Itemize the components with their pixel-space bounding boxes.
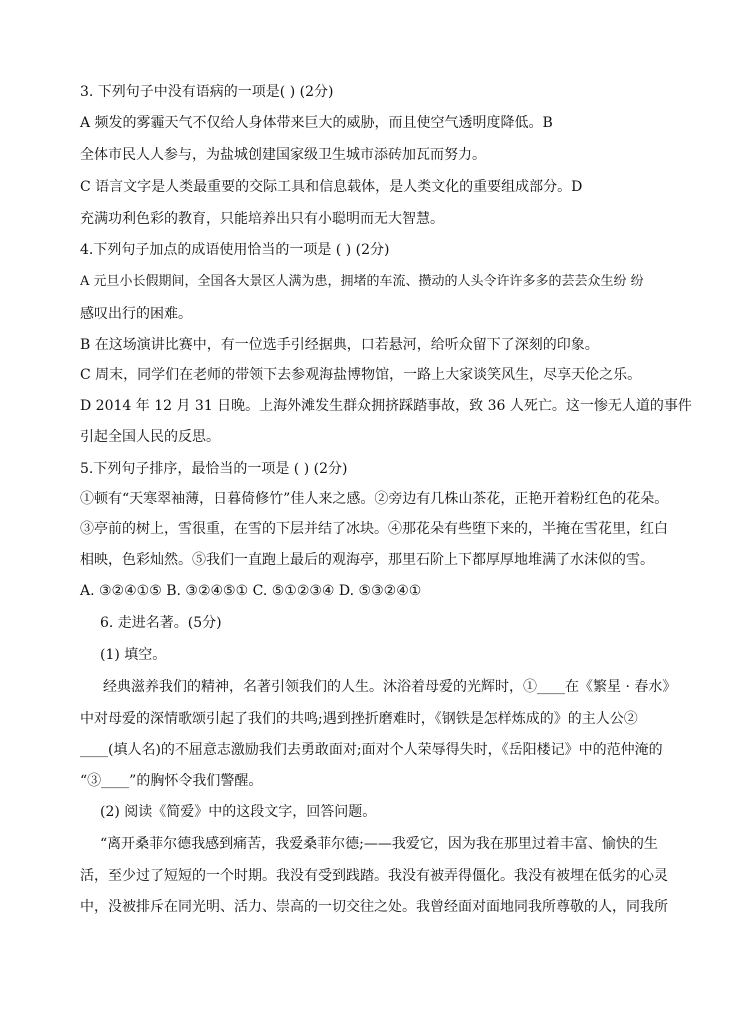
question-6-passage-4: “③____”的胸怀令我们警醒。 xyxy=(80,773,263,789)
option-c-and-d-start: C 语言文字是人类最重要的交际工具和信息载体，是人类文化的重要组成部分。D xyxy=(80,179,583,195)
jane-eyre-excerpt-1: “离开桑菲尔德我感到痛苦，我爱桑菲尔德;——我爱它，因为我在那里过着丰富、愉快的生 xyxy=(100,836,658,852)
question-6-part-1: (1) 填空。 xyxy=(100,647,167,663)
question-4-option-c: C 周末，同学们在老师的带领下去参观海盐博物馆，一路上大家谈笑风生，尽享天伦之乐。 xyxy=(80,367,642,383)
sentence-block-3: 相映，色彩灿然。⑤我们一直跑上最后的观海亭，那里石阶上下都厚厚地堆满了水沫似的雪。 xyxy=(80,552,654,568)
question-6-passage-2: 中对母爱的深情歌颂引起了我们的共鸣;遇到挫折磨难时，《钢铁是怎样炼成的》的主人公② xyxy=(80,711,638,727)
sentence-block-1: ①顿有“天寒翠袖薄，日暮倚修竹”佳人来之感。②旁边有几株山茶花，正艳开着粉红色的花朵。 xyxy=(80,491,669,507)
jane-eyre-excerpt-2: 活，至少过了短短的一个时期。我没有受到践踏。我没有被弄得僵化。我没有被埋在低劣的心灵 xyxy=(80,868,668,884)
question-4-option-a-continuation: 感叹出行的困难。 xyxy=(80,306,192,322)
question-4-option-b: B 在这场演讲比赛中，有一位选手引经据典，口若悬河，给听众留下了深刻的印象。 xyxy=(80,337,599,353)
question-6-passage-1: 经典滋养我们的精神，名著引领我们的人生。沐浴着母爱的光辉时，①____在《繁星 · 春水》 xyxy=(103,679,677,695)
question-6: 6. 走进名著。(5分) xyxy=(100,615,222,631)
question-4-option-a: A 元旦小长假期间，全国各大景区人满为患，拥堵的车流、攒动的人头令许许多多的芸芸众生纷 纷 xyxy=(80,274,644,289)
question-3: 3. 下列句子中没有语病的一项是( ) (2分) xyxy=(80,84,334,100)
question-4: 4.下列句子加点的成语使用恰当的一项是 ( ) (2分) xyxy=(80,242,390,258)
question-4-option-d: D 2014 年 12 月 31 日晚。上海外滩发生群众拥挤踩踏事故，致 36 人死亡。这一惨无人道的事件 xyxy=(80,398,692,414)
option-d-continuation: 充满功利色彩的教育，只能培养出只有小聪明而无大智慧。 xyxy=(80,211,444,227)
question-5: 5.下列句子排序，最恰当的一项是 ( ) (2分) xyxy=(80,461,348,477)
jane-eyre-excerpt-3: 中，没被排斥在同光明、活力、崇高的一切交往之处。我曾经面对面地同我所尊敬的人，同我所 xyxy=(80,899,668,915)
sentence-block-2: ③亭前的树上，雪很重，在雪的下层并结了冰块。④那花朵有些堕下来的，半掩在雪花里，红白 xyxy=(80,521,668,537)
question-4-option-d-continuation: 引起全国人民的反思。 xyxy=(80,429,220,445)
question-6-passage-3: ____(填人名)的不屈意志激励我们去勇敢面对;面对个人荣辱得失时，《岳阳楼记》中的范仲淹的 xyxy=(80,742,663,758)
question-5-options: A. ③②④①⑤ B. ③②④⑤① C. ⑤①②③④ D. ⑤③②④① xyxy=(80,583,422,599)
question-6-part-2: (2) 阅读《简爱》中的这段文字，回答问题。 xyxy=(100,804,377,820)
option-b-continuation: 全体市民人人参与，为盐城创建国家级卫生城市添砖加瓦而努力。 xyxy=(80,147,486,163)
option-a-and-b-start: A 频发的雾霾天气不仅给人身体带来巨大的威胁，而且使空气透明度降低。B xyxy=(80,115,553,131)
